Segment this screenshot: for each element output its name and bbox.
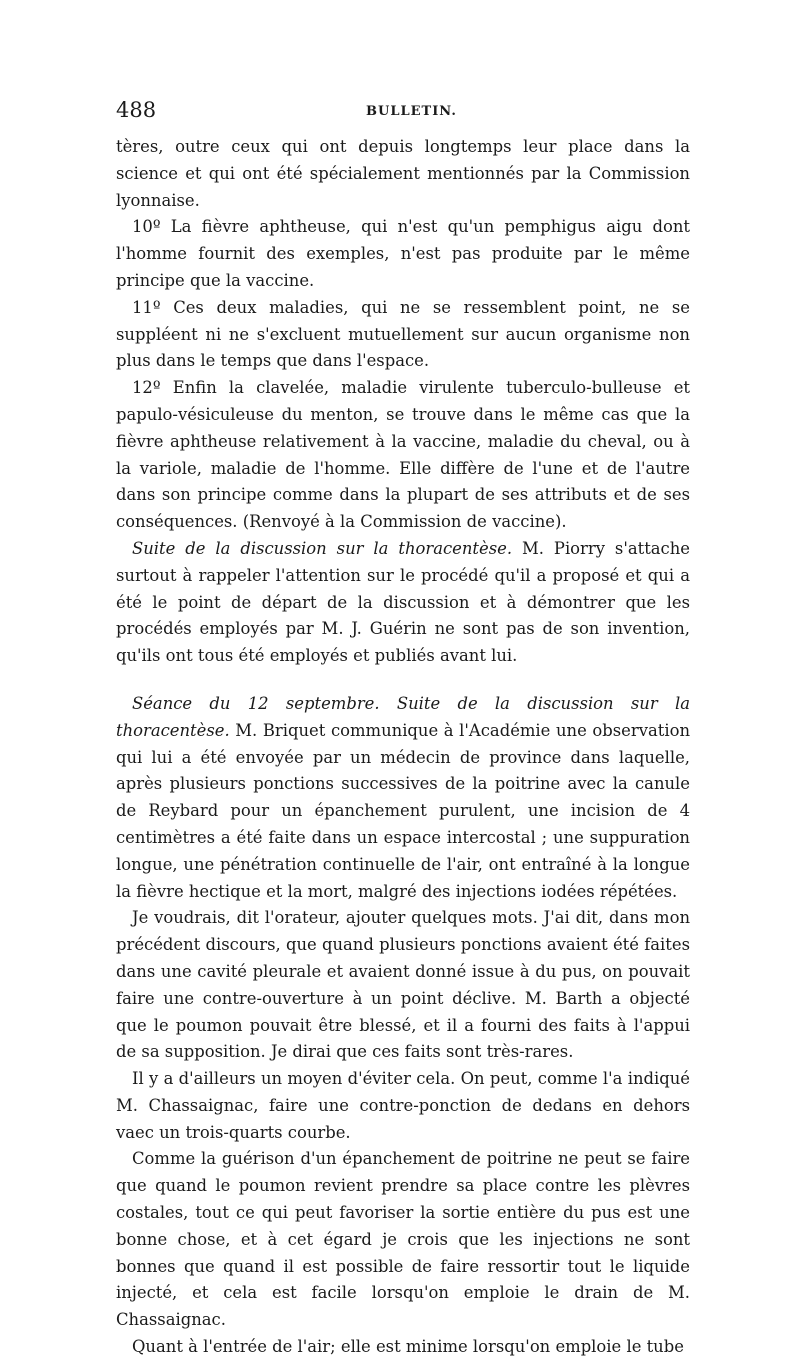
paragraph-seance: Séance du 12 septembre. Suite de la discussion sur la thoracentèse. M. Briquet communique à l'Académie une observation qui lui a été envoyée par un médecin de province dans laquelle, après plusieurs ponctions successives de la poitrine avec la canule de Reybard pour un épanchement purulent, une incision de 4 centimètres a été faite dans un espace intercostal ; une suppuration longue, une pénétration continuelle de l'air, ont entraîné à la longue la fièvre hectique et la mort, malgré des injections iodées répétées. (116, 693, 690, 901)
paragraph-continuation: tères, outre ceux qui ont depuis longtemps leur place dans la science et qui ont été spécialement mentionnés par la Commission lyonnaise. (116, 137, 690, 210)
paragraph-item-10: 10º La fièvre aphtheuse, qui n'est qu'un pemphigus aigu dont l'homme fournit des exemples, n'est pas produite par le même principe que la vaccine. (116, 217, 690, 290)
page-number: 488 (116, 98, 157, 122)
page-header (116, 98, 688, 126)
paragraph-guerison: Comme la guérison d'un épanchement de poitrine ne peut se faire que quand le poumon revient prendre sa place contre les plèvres costales, tout ce qui peut favoriser la sortie entière du pus est une bonne chose, et à cet égard je crois que les injections ne sont bonnes que quand il est possible de faire ressortir tout le liquide injecté, et cela est facile lorsqu'on emploie le drain de M. Chassaignac. (116, 1149, 690, 1330)
paragraph-piorry: Suite de la discussion sur la thoracentèse. M. Piorry s'attache surtout à rappeler l'attention sur le procédé qu'il a proposé et qui a été le point de départ de la discussion et à démontrer que les procédés employés par M. J. Guérin ne sont pas de son invention, qu'ils ont tous été employés et publiés avant lui. (116, 538, 690, 666)
body-text (116, 134, 690, 1361)
paragraph-item-11: 11º Ces deux maladies, qui ne se ressemblent point, ne se suppléent ni ne s'excluent mutuellement sur aucun organisme non plus dans le temps que dans l'espace. (116, 297, 690, 371)
paragraph-item-12: 12º Enfin la clavelée, maladie virulente tuberculo-bulleuse et papulo-vésiculeuse du menton, se trouve dans le même cas que la fièvre aphtheuse relativement à la vaccine, maladie du cheval, ou à la variole, maladie de l'homme. Elle diffère de l'une et de l'autre dans son principe comme dans la plupart de ses attributs et de ses conséquences. (Renvoyé à la Commission de vaccine). (116, 378, 690, 532)
seance-heading-italic: Séance du 12 septembre. Suite de la discussion sur la thoracentèse. (116, 693, 690, 740)
paragraph-air: Quant à l'entrée de l'air; elle est minime lorsqu'on emploie le tube (132, 1337, 684, 1357)
section-gap (116, 670, 690, 691)
paragraph-orateur: Je voudrais, dit l'orateur, ajouter quelques mots. J'ai dit, dans mon précédent discours, que quand plusieurs ponctions avaient été faites dans une cavité pleurale et avaient donné issue à du pus, on pouvait faire une contre-ouverture à un point déclive. M. Barth a objecté que le poumon pouvait être blessé, et il a fourni des faits à l'appui de sa supposition. Je dirai que ces faits sont très-rares. (116, 908, 690, 1062)
paragraph-chassaignac: Il y a d'ailleurs un moyen d'éviter cela. On peut, comme l'a indiqué M. Chassaignac, faire une contre-ponction de dedans en dehors vaec un trois-quarts courbe. (116, 1069, 690, 1142)
section-heading-italic: Suite de la discussion sur la thoracentèse. (132, 538, 513, 558)
running-title: BULLETIN. (366, 104, 457, 119)
